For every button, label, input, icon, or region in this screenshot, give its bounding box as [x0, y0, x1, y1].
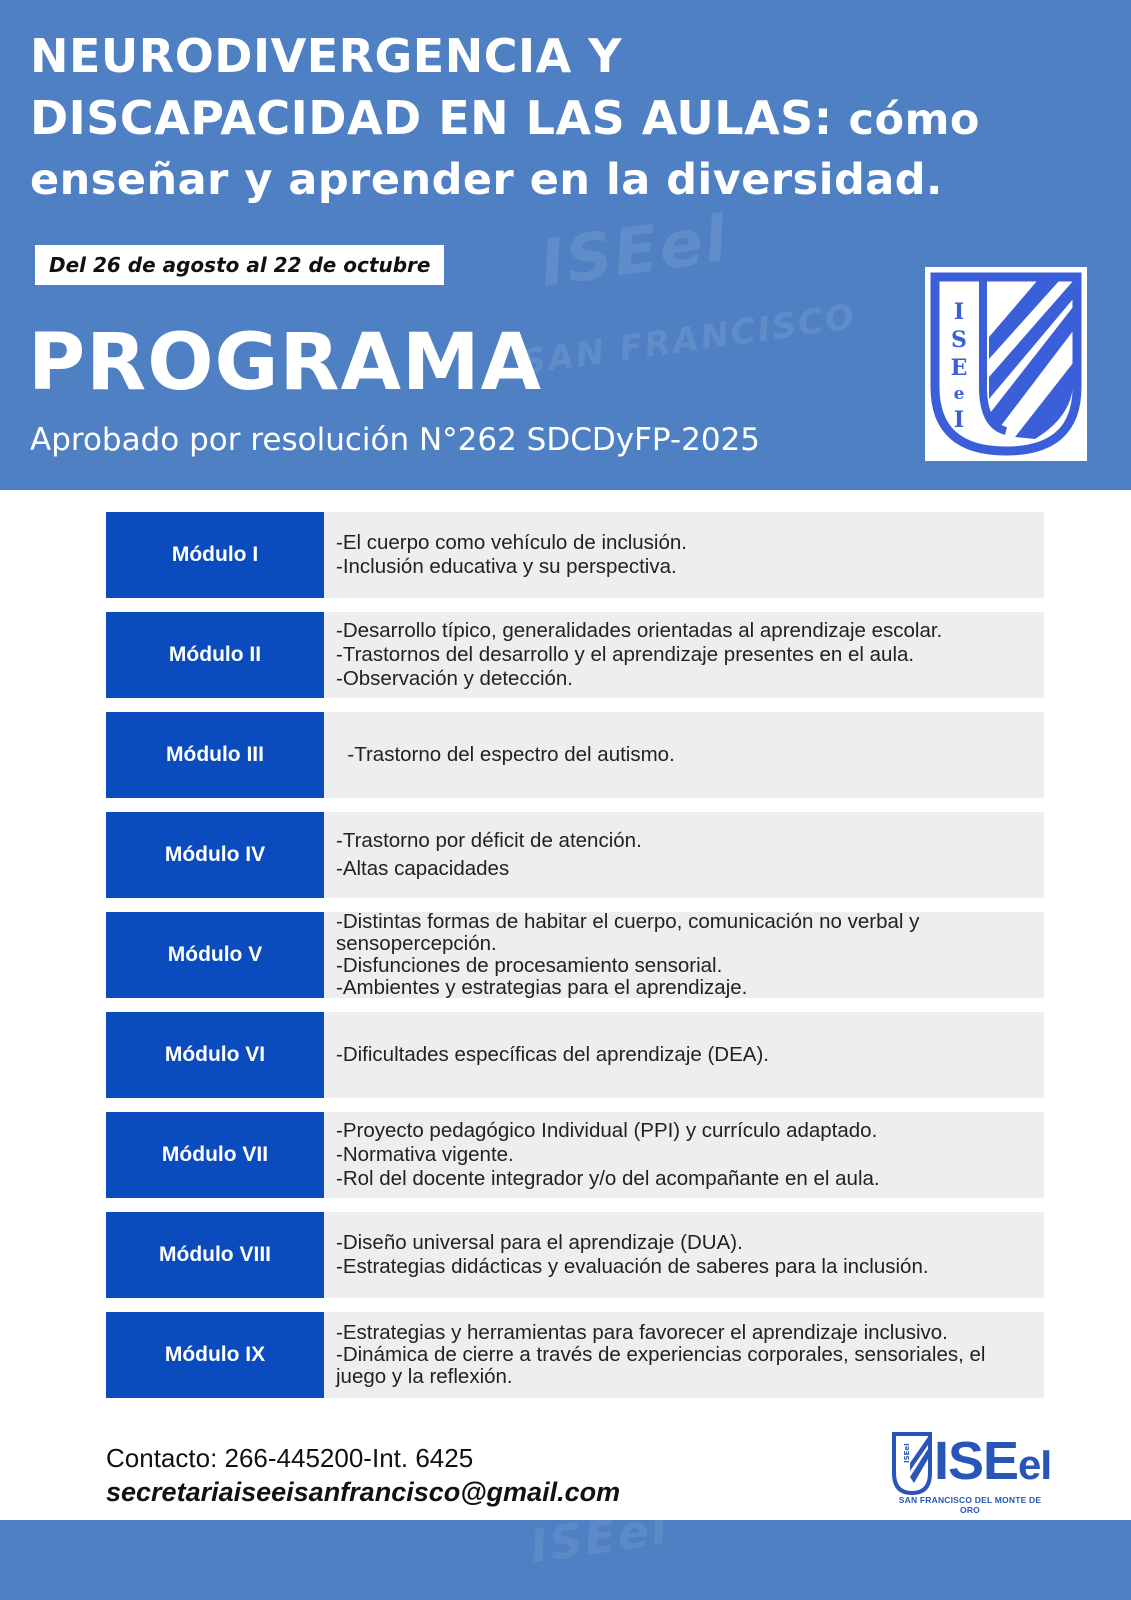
page-title [30, 26, 1030, 210]
module-item: -Dificultades específicas del aprendizaje (DEA). [336, 1043, 769, 1066]
watermark-subtext: SAN FRANCISCO [518, 296, 859, 384]
module-label: Módulo VII [106, 1112, 324, 1198]
module-item: -Disfunciones de procesamiento sensorial. [336, 954, 723, 977]
module-item: -Diseño universal para el aprendizaje (DUA). [336, 1231, 743, 1254]
module-item: -Inclusión educativa y su perspectiva. [336, 555, 677, 578]
module-row [106, 1012, 1044, 1098]
module-row [106, 612, 1044, 698]
module-item: -Trastorno del espectro del autismo. [336, 743, 675, 766]
mini-logo-text: ISEeI [903, 1443, 911, 1463]
module-label: Módulo II [106, 612, 324, 698]
module-row [106, 812, 1044, 898]
module-item: -Rol del docente integrador y/o del acompañante en el aula. [336, 1167, 880, 1190]
module-content [324, 1012, 1044, 1098]
title-line-2: DISCAPACIDAD EN LAS AULAS: [30, 91, 833, 145]
module-label: Módulo VI [106, 1012, 324, 1098]
module-content [324, 812, 1044, 898]
logo-letter-2: S [951, 327, 967, 353]
module-content [324, 1312, 1044, 1398]
module-label: Módulo IV [106, 812, 324, 898]
module-content [324, 612, 1044, 698]
date-range-text: Del 26 de agosto al 22 de octubre [49, 253, 431, 277]
module-label: Módulo VIII [106, 1212, 324, 1298]
date-range-badge [35, 245, 444, 285]
contact-phone: Contacto: 266-445200-Int. 6425 [106, 1443, 474, 1473]
module-content [324, 1112, 1044, 1198]
module-content [324, 1212, 1044, 1298]
module-label: Módulo III [106, 712, 324, 798]
footer-logo [890, 1425, 1052, 1515]
header-banner [0, 0, 1131, 490]
watermark-text: ISEel [535, 202, 734, 302]
programa-heading: PROGRAMA [28, 318, 542, 408]
module-label: Módulo IX [106, 1312, 324, 1398]
module-item: -Proyecto pedagógico Individual (PPI) y currículo adaptado. [336, 1119, 878, 1142]
module-item: -Distintas formas de habitar el cuerpo, comunicación no verbal y sensopercepción. [336, 910, 920, 955]
module-label: Módulo V [106, 912, 324, 998]
footer-logo-main: ISE [934, 1431, 1019, 1491]
iseei-mini-shield-icon [890, 1431, 934, 1497]
module-item: -Estrategias didácticas y evaluación de saberes para la inclusión. [336, 1255, 929, 1278]
footer-watermark: ISEel [526, 1500, 672, 1574]
module-item: -Dinámica de cierre a través de experiencias corporales, sensoriales, el juego y la reflexión. [336, 1343, 986, 1388]
module-item: -Trastorno por déficit de atención. [336, 829, 642, 852]
module-row [106, 1212, 1044, 1298]
module-item: -Desarrollo típico, generalidades orientadas al aprendizaje escolar. [336, 619, 943, 642]
logo-letter-4: e [953, 384, 965, 404]
module-row [106, 1112, 1044, 1198]
footer-logo-suffix: eI [1018, 1441, 1052, 1488]
module-item: -Observación y detección. [336, 667, 574, 690]
module-row [106, 512, 1044, 598]
module-item: -El cuerpo como vehículo de inclusión. [336, 531, 687, 554]
footer-logo-subtitle: SAN FRANCISCO DEL MONTE DE ORO [898, 1495, 1042, 1515]
title-line-2b: cómo [848, 95, 980, 145]
title-line-3: enseñar y aprender en la diversidad. [30, 155, 943, 205]
module-item: -Ambientes y estrategias para el aprendizaje. [336, 976, 748, 999]
module-item: -Estrategias y herramientas para favorecer el aprendizaje inclusivo. [336, 1321, 948, 1344]
module-item: -Altas capacidades [336, 857, 510, 880]
module-content [324, 912, 1044, 998]
module-label: Módulo I [106, 512, 324, 598]
module-item: -Trastornos del desarrollo y el aprendizaje presentes en el aula. [336, 643, 915, 666]
logo-letter-5: I [953, 407, 965, 433]
approval-text: Aprobado por resolución N°262 SDCDyFP-2025 [30, 422, 761, 458]
module-content [324, 512, 1044, 598]
logo-letter-3: E [950, 355, 968, 381]
module-row [106, 712, 1044, 798]
module-row [106, 912, 1044, 998]
iseei-logo [925, 267, 1087, 461]
footer-logo-wordmark [934, 1431, 1051, 1495]
logo-letter-1: I [953, 299, 965, 325]
module-item: -Normativa vigente. [336, 1143, 514, 1166]
iseei-shield-icon [925, 267, 1087, 461]
module-content [324, 712, 1044, 798]
title-line-1: NEURODIVERGENCIA Y [30, 29, 623, 83]
module-row [106, 1312, 1044, 1398]
contact-email[interactable]: secretariaiseeisanfrancisco@gmail.com [106, 1477, 621, 1507]
